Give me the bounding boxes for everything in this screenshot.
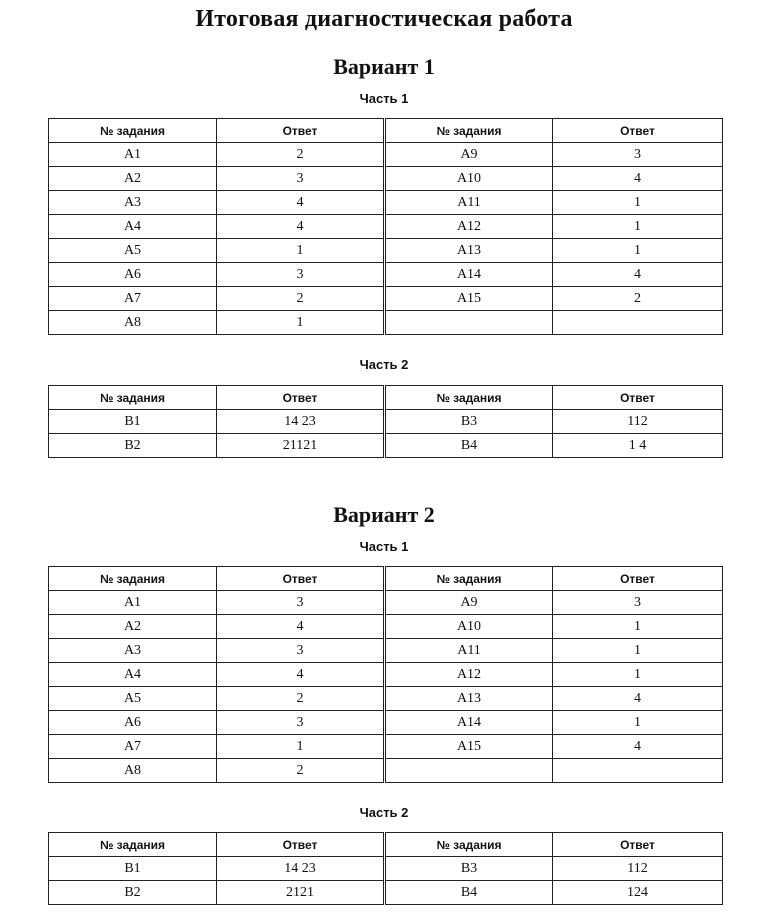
task-number-cell: А4 <box>49 215 217 239</box>
table-row <box>49 663 723 687</box>
task-number-cell: А2 <box>49 615 217 639</box>
variant-2-part-2-title: Часть 2 <box>359 805 409 820</box>
table-row <box>49 311 723 335</box>
header-answer: Ответ <box>217 833 385 857</box>
header-task-number: № задания <box>385 386 553 410</box>
task-number-cell: А5 <box>49 239 217 263</box>
answer-cell: 14 23 <box>217 410 385 434</box>
table-row <box>49 143 723 167</box>
header-task-number: № задания <box>385 567 553 591</box>
answer-cell: 3 <box>553 591 723 615</box>
task-number-cell <box>385 759 553 783</box>
answer-cell: 4 <box>553 687 723 711</box>
table-row <box>49 410 723 434</box>
answer-cell: 1 <box>217 735 385 759</box>
task-number-cell: А10 <box>385 167 553 191</box>
variant-2-part-1-table <box>48 566 723 783</box>
table-row <box>49 167 723 191</box>
task-number-cell: В2 <box>49 434 217 458</box>
table-row <box>49 591 723 615</box>
header-task-number: № задания <box>49 386 217 410</box>
header-answer: Ответ <box>553 567 723 591</box>
task-number-cell: В3 <box>385 410 553 434</box>
answer-cell: 4 <box>217 615 385 639</box>
answer-cell: 1 <box>553 615 723 639</box>
header-answer: Ответ <box>553 119 723 143</box>
answer-cell: 1 <box>553 711 723 735</box>
answer-cell: 1 <box>217 239 385 263</box>
task-number-cell: А11 <box>385 191 553 215</box>
answer-cell <box>553 311 723 335</box>
task-number-cell: А1 <box>49 591 217 615</box>
variant-1-part-2-title: Часть 2 <box>359 357 409 372</box>
task-number-cell: А11 <box>385 639 553 663</box>
answer-cell: 1 <box>553 663 723 687</box>
table-header-row <box>49 567 723 591</box>
task-number-cell: А15 <box>385 735 553 759</box>
table-row <box>49 735 723 759</box>
table-row <box>49 857 723 881</box>
variant-2-part-1-title: Часть 1 <box>359 539 409 554</box>
task-number-cell: В1 <box>49 410 217 434</box>
variant-2-title: Вариант 2 <box>333 502 435 527</box>
task-number-cell: А9 <box>385 591 553 615</box>
answer-cell: 2 <box>217 143 385 167</box>
task-number-cell: А3 <box>49 639 217 663</box>
header-answer: Ответ <box>217 567 385 591</box>
answer-cell: 4 <box>553 167 723 191</box>
variant-1-part-2-table <box>48 385 723 458</box>
task-number-cell: В3 <box>385 857 553 881</box>
answer-cell: 4 <box>553 263 723 287</box>
task-number-cell: А14 <box>385 711 553 735</box>
task-number-cell: А4 <box>49 663 217 687</box>
table-row <box>49 711 723 735</box>
page-title: Итоговая диагностическая работа <box>195 6 573 32</box>
header-answer: Ответ <box>217 386 385 410</box>
header-task-number: № задания <box>385 119 553 143</box>
answer-cell: 4 <box>217 215 385 239</box>
answer-cell: 124 <box>553 881 723 905</box>
table-header-row <box>49 119 723 143</box>
answer-cell: 1 <box>553 215 723 239</box>
task-number-cell: А3 <box>49 191 217 215</box>
answer-cell: 3 <box>217 591 385 615</box>
answer-cell: 1 <box>553 639 723 663</box>
table-row <box>49 759 723 783</box>
answer-cell: 1 <box>553 191 723 215</box>
header-answer: Ответ <box>553 833 723 857</box>
task-number-cell: В1 <box>49 857 217 881</box>
answer-cell <box>553 759 723 783</box>
table-row <box>49 687 723 711</box>
task-number-cell: А1 <box>49 143 217 167</box>
task-number-cell: А12 <box>385 663 553 687</box>
answer-cell: 2121 <box>217 881 385 905</box>
table-header-row <box>49 833 723 857</box>
header-task-number: № задания <box>385 833 553 857</box>
task-number-cell: В2 <box>49 881 217 905</box>
table-row <box>49 881 723 905</box>
header-answer: Ответ <box>217 119 385 143</box>
answer-cell: 1 <box>553 239 723 263</box>
answer-cell: 3 <box>217 639 385 663</box>
answer-cell: 1 4 <box>553 434 723 458</box>
answer-cell: 3 <box>217 167 385 191</box>
header-answer: Ответ <box>553 386 723 410</box>
header-task-number: № задания <box>49 567 217 591</box>
answer-cell: 112 <box>553 410 723 434</box>
table-row <box>49 639 723 663</box>
variant-1-title: Вариант 1 <box>333 54 435 79</box>
table-row <box>49 239 723 263</box>
task-number-cell: А9 <box>385 143 553 167</box>
answer-cell: 3 <box>217 263 385 287</box>
answer-cell: 2 <box>217 287 385 311</box>
answer-cell: 112 <box>553 857 723 881</box>
task-number-cell: А7 <box>49 287 217 311</box>
header-task-number: № задания <box>49 833 217 857</box>
task-number-cell: А5 <box>49 687 217 711</box>
task-number-cell: А2 <box>49 167 217 191</box>
variant-1-part-1-title: Часть 1 <box>359 91 409 106</box>
table-row <box>49 215 723 239</box>
task-number-cell: А15 <box>385 287 553 311</box>
task-number-cell: А10 <box>385 615 553 639</box>
task-number-cell: В4 <box>385 881 553 905</box>
answer-cell: 3 <box>553 143 723 167</box>
task-number-cell <box>385 311 553 335</box>
answer-cell: 2 <box>553 287 723 311</box>
task-number-cell: А12 <box>385 215 553 239</box>
variant-2-part-2-table <box>48 832 723 905</box>
header-task-number: № задания <box>49 119 217 143</box>
answer-cell: 2 <box>217 687 385 711</box>
answer-cell: 14 23 <box>217 857 385 881</box>
answer-cell: 4 <box>553 735 723 759</box>
answer-cell: 1 <box>217 311 385 335</box>
task-number-cell: А6 <box>49 711 217 735</box>
answer-cell: 3 <box>217 711 385 735</box>
task-number-cell: А14 <box>385 263 553 287</box>
task-number-cell: А13 <box>385 687 553 711</box>
table-row <box>49 191 723 215</box>
answer-cell: 21121 <box>217 434 385 458</box>
task-number-cell: А8 <box>49 759 217 783</box>
answer-cell: 2 <box>217 759 385 783</box>
task-number-cell: А7 <box>49 735 217 759</box>
table-row <box>49 287 723 311</box>
task-number-cell: А13 <box>385 239 553 263</box>
answer-cell: 4 <box>217 191 385 215</box>
task-number-cell: А8 <box>49 311 217 335</box>
task-number-cell: А6 <box>49 263 217 287</box>
table-row <box>49 263 723 287</box>
answer-cell: 4 <box>217 663 385 687</box>
task-number-cell: В4 <box>385 434 553 458</box>
table-row <box>49 615 723 639</box>
variant-1-part-1-table <box>48 118 723 335</box>
table-row <box>49 434 723 458</box>
table-header-row <box>49 386 723 410</box>
